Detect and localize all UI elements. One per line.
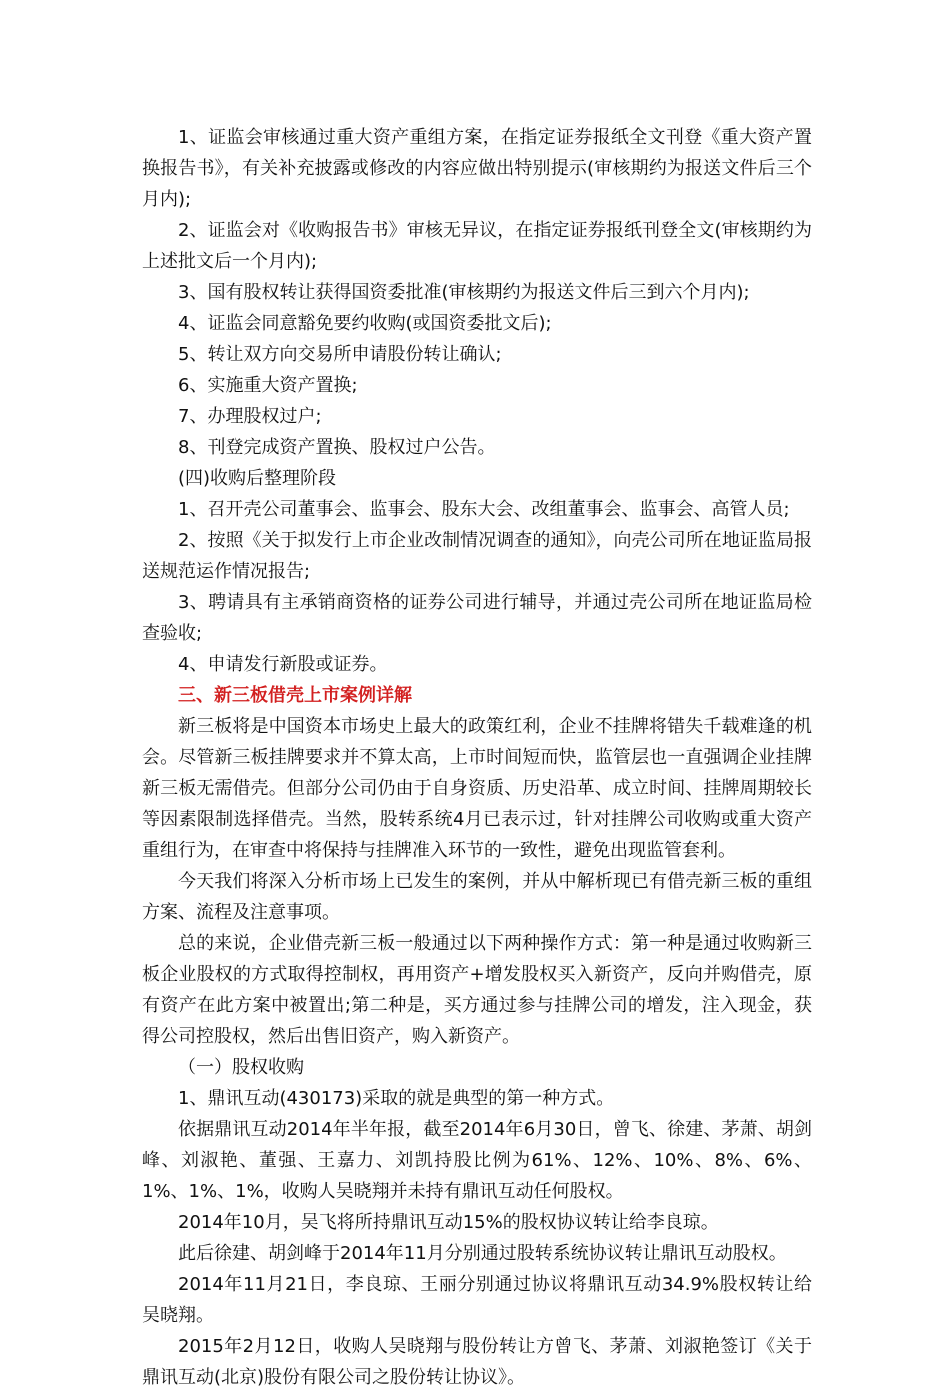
- list-item-post-2: 2、按照《关于拟发行上市企业改制情况调查的通知》，向壳公司所在地证监局报送规范运作情况报告;: [142, 530, 812, 582]
- list-item-post-4: 4、申请发行新股或证券。: [178, 654, 388, 675]
- list-item-step-8: 8、刊登完成资产置换、股权过户公告。: [178, 437, 496, 458]
- subsection-title-equity-acquisition: （一）股权收购: [178, 1057, 304, 1078]
- paragraph-analysis: 今天我们将深入分析市场上已发生的案例，并从中解析现已有借壳新三板的重组方案、流程及注意事项。: [142, 871, 812, 923]
- paragraph-oct-2014: 2014年10月，吴飞将所持鼎讯互动15%的股权协议转让给李良琼。: [178, 1212, 719, 1233]
- list-item-step-1: 1、证监会审核通过重大资产重组方案，在指定证券报纸全文刊登《重大资产置换报告书》，有关补充披露或修改的内容应做出特别提示(审核期约为报送文件后三个月内);: [142, 127, 812, 210]
- section-heading: 三、新三板借壳上市案例详解: [178, 685, 412, 706]
- list-item-post-3: 3、聘请具有主承销商资格的证券公司进行辅导，并通过壳公司所在地证监局检查验收;: [142, 592, 812, 644]
- paragraph-nov-21-2014: 2014年11月21日，李良琼、王丽分别通过协议将鼎讯互动34.9%股权转让给吴晓翔。: [142, 1274, 812, 1326]
- paragraph-case-1: 1、鼎讯互动(430173)采取的就是典型的第一种方式。: [178, 1088, 615, 1109]
- paragraph-shareholding: 依据鼎讯互动2014年半年报，截至2014年6月30日，曾飞、徐建、茅萧、胡剑峰、刘淑艳、董强、王嘉力、刘凯持股比例为61%、12%、10%、8%、6%、1%、1%、1%，收购人吴晓翔并未持有鼎讯互动任何股权。: [142, 1119, 812, 1202]
- list-item-step-3: 3、国有股权转让获得国资委批准(审核期约为报送文件后三到六个月内);: [178, 282, 750, 303]
- subsection-title-post-acquisition: (四)收购后整理阶段: [178, 468, 337, 489]
- paragraph-intro: 新三板将是中国资本市场史上最大的政策红利，企业不挂牌将错失千载难逢的机会。尽管新三板挂牌要求并不算太高，上市时间短而快，监管层也一直强调企业挂牌新三板无需借壳。但部分公司仍由于自身资质、历史沿革、成立时间、挂牌周期较长等因素限制选择借壳。当然，股转系统4月已表示过，针对挂牌公司收购或重大资产重组行为，在审查中将保持与挂牌准入环节的一致性，避免出现监管套利。: [142, 716, 812, 861]
- list-item-step-7: 7、办理股权过户;: [178, 406, 322, 427]
- list-item-step-5: 5、转让双方向交易所申请股份转让确认;: [178, 344, 502, 365]
- list-item-step-6: 6、实施重大资产置换;: [178, 375, 358, 396]
- paragraph-nov-2014: 此后徐建、胡剑峰于2014年11月分别通过股转系统协议转让鼎讯互动股权。: [178, 1243, 787, 1264]
- paragraph-methods: 总的来说，企业借壳新三板一般通过以下两种操作方式：第一种是通过收购新三板企业股权的方式取得控制权，再用资产+增发股权买入新资产，反向并购借壳，原有资产在此方案中被置出;第二种是，买方通过参与挂牌公司的增发，注入现金，获得公司控股权，然后出售旧资产，购入新资产。: [142, 933, 812, 1047]
- list-item-step-2: 2、证监会对《收购报告书》审核无异议，在指定证券报纸刊登全文(审核期约为上述批文后一个月内);: [142, 220, 812, 272]
- document-page: [142, 122, 812, 1393]
- paragraph-feb-2015: 2015年2月12日，收购人吴晓翔与股份转让方曾飞、茅萧、刘淑艳签订《关于鼎讯互动(北京)股份有限公司之股份转让协议》。: [142, 1336, 812, 1388]
- list-item-post-1: 1、召开壳公司董事会、监事会、股东大会、改组董事会、监事会、高管人员;: [178, 499, 790, 520]
- list-item-step-4: 4、证监会同意豁免要约收购(或国资委批文后);: [178, 313, 552, 334]
